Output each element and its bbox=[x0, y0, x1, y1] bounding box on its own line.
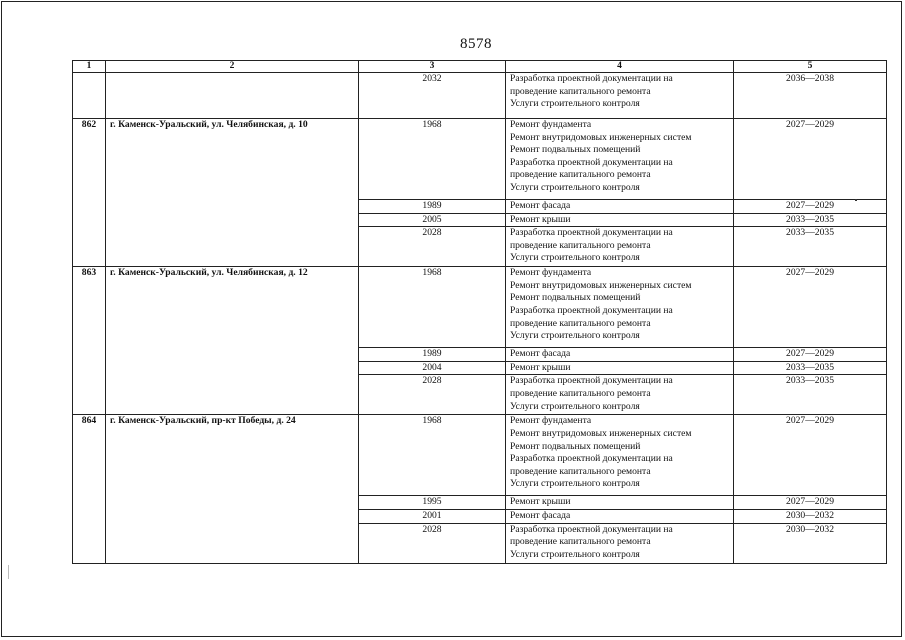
work-line: Ремонт внутридомовых инженерных систем bbox=[510, 279, 692, 291]
period-cell: 2036—2038 bbox=[734, 73, 887, 119]
work-line: проведение капитального ремонта bbox=[510, 239, 651, 251]
page-number: 8578 bbox=[460, 36, 492, 52]
works-cell bbox=[506, 227, 734, 267]
works-cell bbox=[506, 361, 734, 375]
work-line: Услуги строительного контроля bbox=[510, 181, 640, 193]
work-line: Услуги строительного контроля bbox=[510, 548, 640, 560]
period-cell: 2027—2029 bbox=[734, 348, 887, 362]
work-line: проведение капитального ремонта bbox=[510, 169, 651, 181]
header-row bbox=[73, 61, 887, 73]
building-address: г. Каменск-Уральский, ул. Челябинская, д. 12 bbox=[106, 267, 359, 415]
period-cell: 2033—2035 bbox=[734, 361, 887, 375]
work-line: Ремонт подвальных помещений bbox=[510, 144, 641, 156]
works-cell bbox=[506, 496, 734, 510]
year-cell: 1968 bbox=[359, 267, 506, 348]
work-line: Ремонт фундамента bbox=[510, 119, 592, 130]
period-cell: 2027—2029 bbox=[734, 119, 887, 200]
address-cell bbox=[106, 73, 359, 119]
work-line: Ремонт внутридомовых инженерных систем bbox=[510, 131, 692, 143]
works-cell bbox=[506, 119, 734, 200]
year-cell: 2028 bbox=[359, 375, 506, 415]
table-row bbox=[73, 119, 887, 200]
work-line: Разработка проектной документации на bbox=[510, 375, 673, 387]
works-cell bbox=[506, 348, 734, 362]
building-number: 863 bbox=[73, 267, 106, 415]
work-line: Услуги строительного контроля bbox=[510, 478, 640, 490]
work-line: Ремонт фундамента bbox=[510, 415, 592, 427]
table-row bbox=[73, 415, 887, 496]
work-line: Ремонт крыши bbox=[510, 496, 571, 508]
work-line: Ремонт фасада bbox=[510, 348, 571, 360]
works-cell bbox=[506, 213, 734, 227]
period-cell: 2033—2035 bbox=[734, 227, 887, 267]
works-cell bbox=[506, 200, 734, 214]
header-col-4: 4 bbox=[506, 61, 734, 73]
year-cell: 2004 bbox=[359, 361, 506, 375]
work-line: Разработка проектной документации на bbox=[510, 304, 673, 316]
period-cell: 2027—2029 bbox=[734, 496, 887, 510]
works-cell bbox=[506, 267, 734, 348]
work-line: Разработка проектной документации на bbox=[510, 156, 673, 168]
work-line: Услуги строительного контроля bbox=[510, 252, 640, 264]
header-col-2: 2 bbox=[106, 61, 359, 73]
work-line: Ремонт подвальных помещений bbox=[510, 292, 641, 304]
table-row bbox=[73, 267, 887, 348]
period-cell: 2030—2032 bbox=[734, 523, 887, 563]
year-cell: 1989 bbox=[359, 200, 506, 214]
period-cell: 2033—2035 bbox=[734, 213, 887, 227]
works-cell bbox=[506, 375, 734, 415]
building-number: 864 bbox=[73, 415, 106, 563]
year-cell: 1989 bbox=[359, 348, 506, 362]
work-line: Разработка проектной документации на bbox=[510, 227, 673, 239]
work-line: Ремонт внутридомовых инженерных систем bbox=[510, 427, 692, 439]
work-line: Услуги строительного контроля bbox=[510, 98, 640, 110]
work-line: Ремонт фасада bbox=[510, 200, 571, 211]
work-line: Ремонт фасада bbox=[510, 509, 571, 521]
work-line: Разработка проектной документации на bbox=[510, 523, 673, 535]
header-col-5: 5 bbox=[734, 61, 887, 73]
work-line: проведение капитального ремонта bbox=[510, 317, 651, 329]
works-cell bbox=[506, 509, 734, 523]
work-line: Разработка проектной документации на bbox=[510, 453, 673, 465]
period-cell: 2027—2029 bbox=[734, 200, 887, 214]
margin-mark bbox=[8, 565, 9, 579]
year-cell: 2032 bbox=[359, 73, 506, 119]
year-cell: 2028 bbox=[359, 523, 506, 563]
work-line: проведение капитального ремонта bbox=[510, 85, 651, 97]
period-cell: 2027—2029 bbox=[734, 415, 887, 496]
num-cell bbox=[73, 73, 106, 119]
header-col-3: 3 bbox=[359, 61, 506, 73]
year-cell: 2001 bbox=[359, 509, 506, 523]
header-col-1: 1 bbox=[73, 61, 106, 73]
work-line: проведение капитального ремонта bbox=[510, 387, 651, 399]
work-line: проведение капитального ремонта bbox=[510, 536, 651, 548]
work-line: Разработка проектной документации на bbox=[510, 73, 673, 84]
work-line: проведение капитального ремонта bbox=[510, 465, 651, 477]
scan-speck bbox=[855, 199, 857, 201]
continuation-row bbox=[73, 73, 887, 119]
repair-schedule-table bbox=[72, 60, 887, 564]
work-line: Ремонт фундамента bbox=[510, 267, 592, 279]
building-number: 862 bbox=[73, 119, 106, 267]
period-cell: 2030—2032 bbox=[734, 509, 887, 523]
period-cell: 2033—2035 bbox=[734, 375, 887, 415]
works-cell bbox=[506, 523, 734, 563]
work-line: Ремонт крыши bbox=[510, 361, 571, 373]
work-line: Услуги строительного контроля bbox=[510, 330, 640, 342]
works-cell bbox=[506, 73, 734, 119]
work-line: Услуги строительного контроля bbox=[510, 400, 640, 412]
work-line: Ремонт крыши bbox=[510, 213, 571, 225]
building-address: г. Каменск-Уральский, пр-кт Победы, д. 24 bbox=[106, 415, 359, 563]
period-cell: 2027—2029 bbox=[734, 267, 887, 348]
year-cell: 1968 bbox=[359, 415, 506, 496]
work-line: Ремонт подвальных помещений bbox=[510, 440, 641, 452]
works-cell bbox=[506, 415, 734, 496]
year-cell: 1968 bbox=[359, 119, 506, 200]
table-body bbox=[73, 73, 887, 564]
year-cell: 2005 bbox=[359, 213, 506, 227]
year-cell: 1995 bbox=[359, 496, 506, 510]
building-address: г. Каменск-Уральский, ул. Челябинская, д. 10 bbox=[106, 119, 359, 267]
year-cell: 2028 bbox=[359, 227, 506, 267]
